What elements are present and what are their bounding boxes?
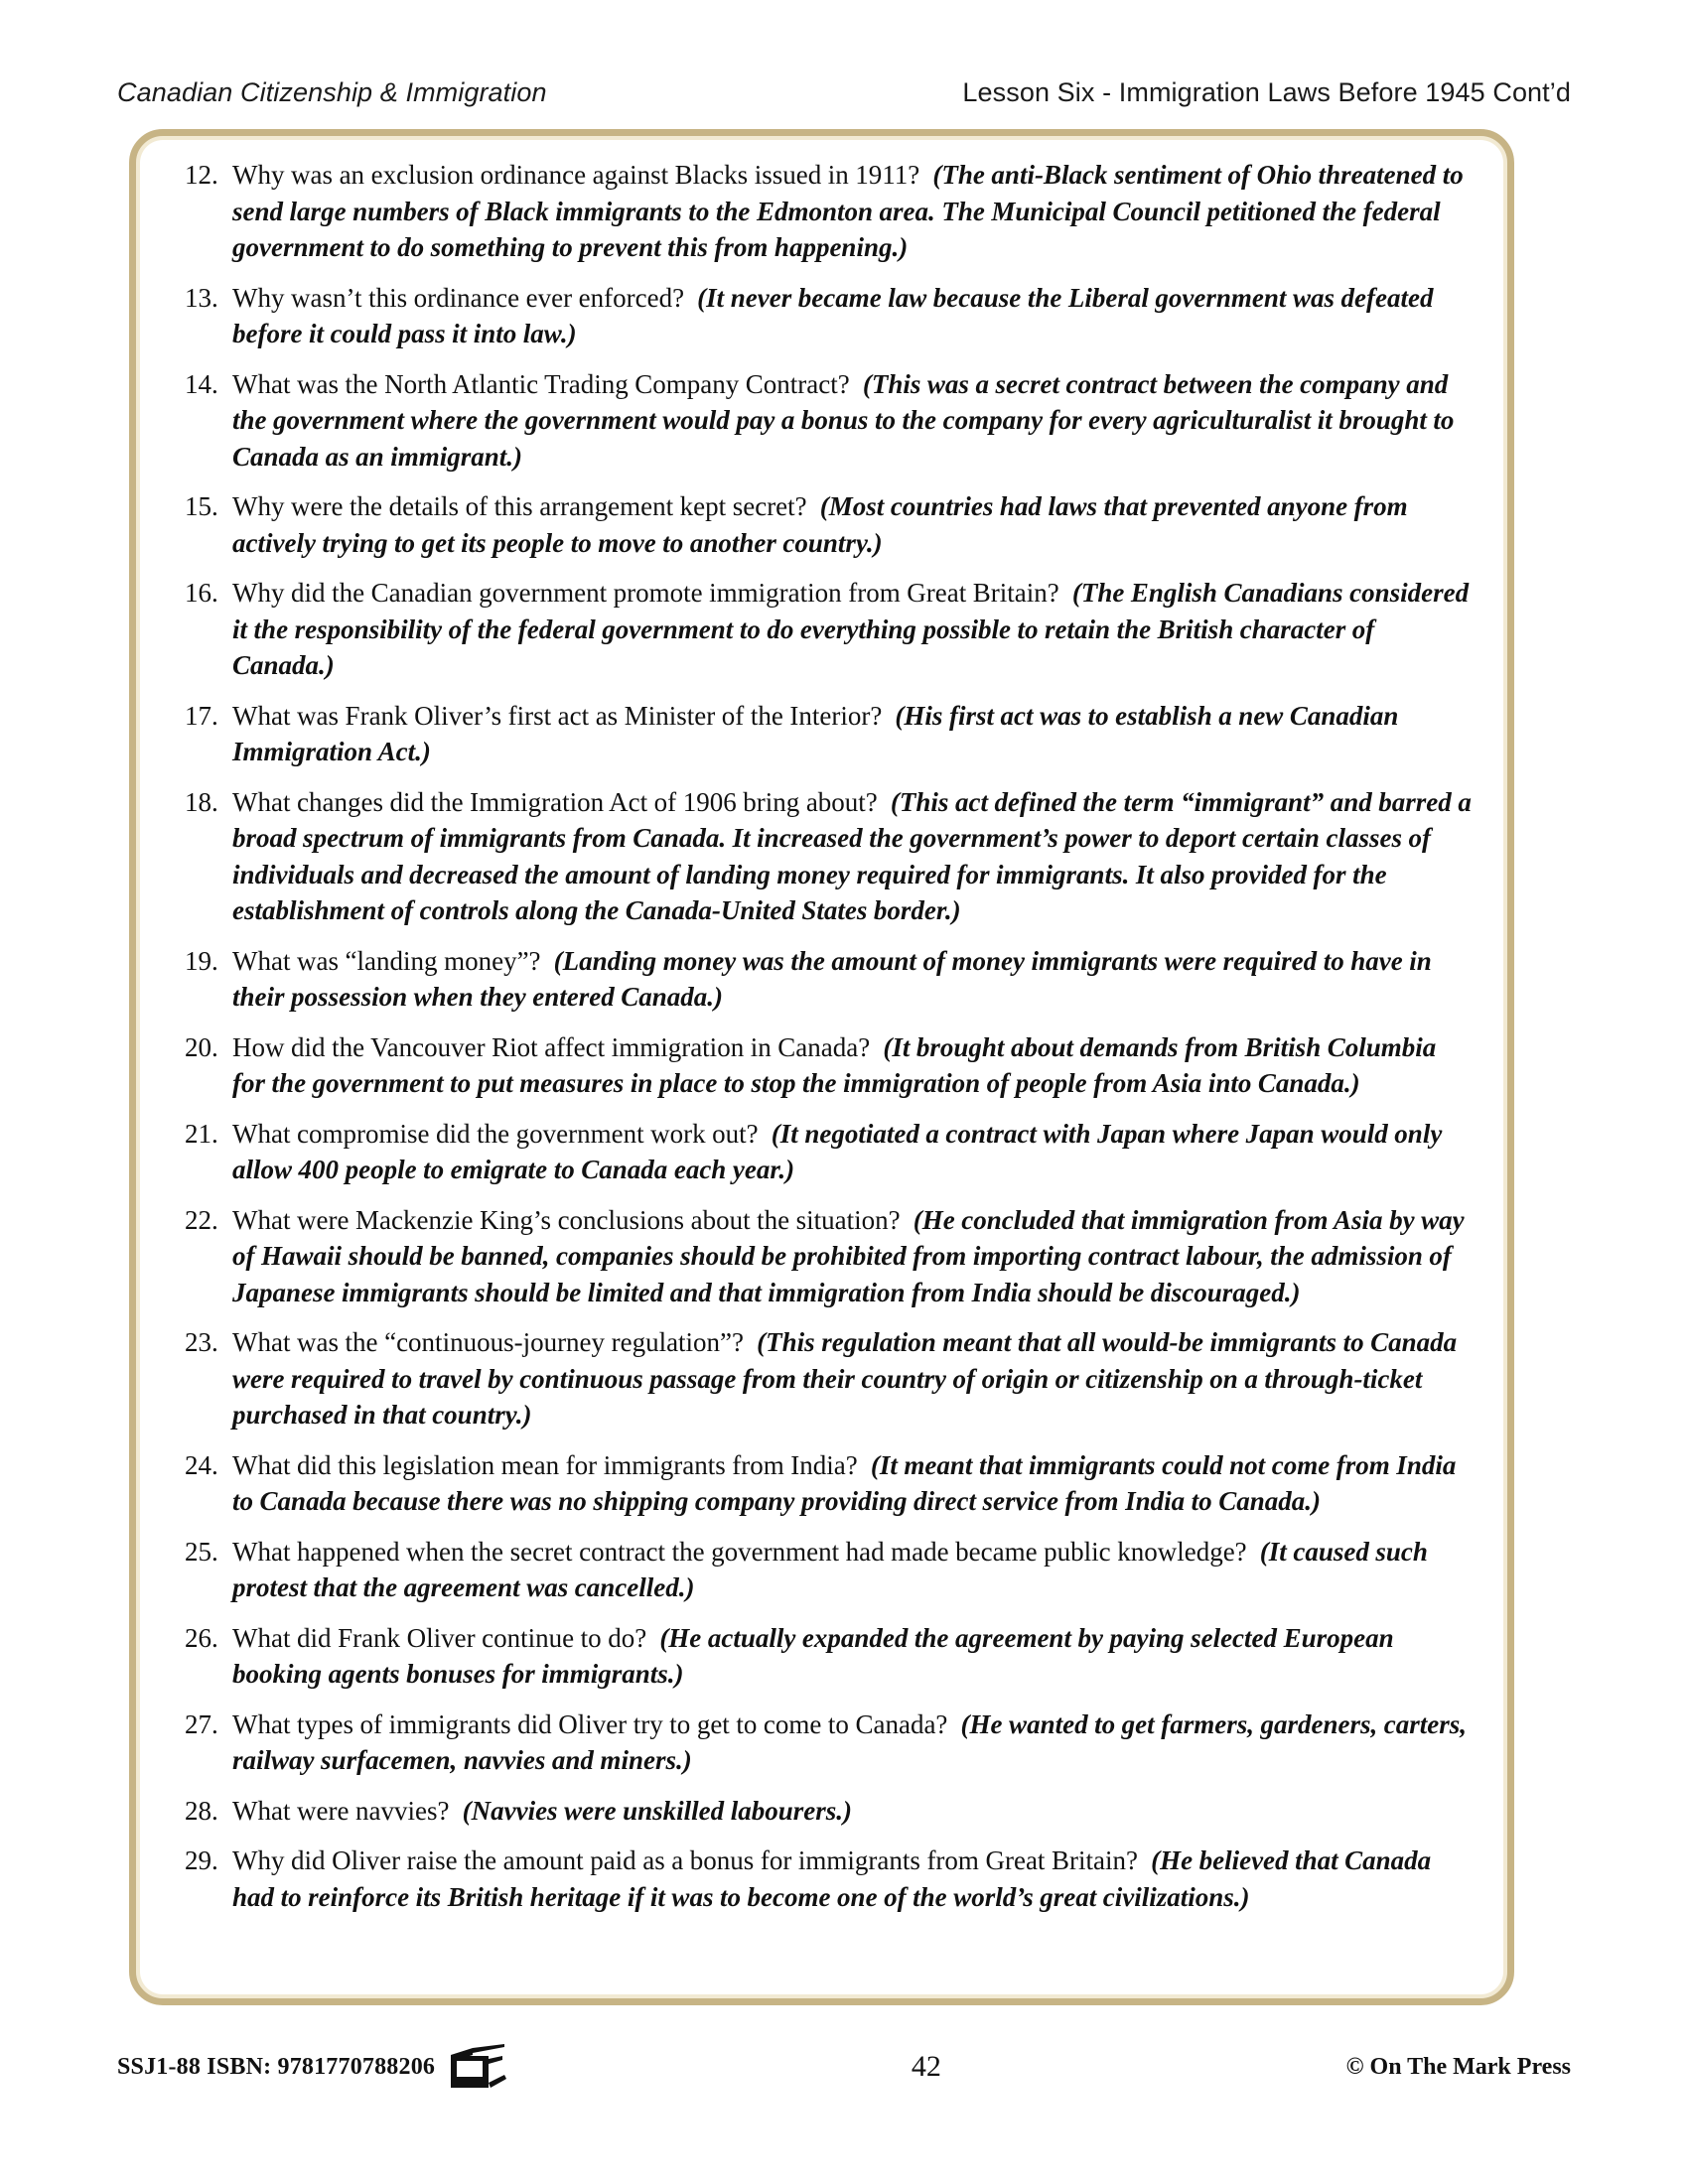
question-text: What did Frank Oliver continue to do? <box>232 1622 647 1653</box>
question-number: 25. <box>185 1536 218 1567</box>
footer-left <box>117 2043 506 2091</box>
question-text: What happened when the secret contract the government had made became public knowledge? <box>232 1536 1247 1567</box>
question-item <box>171 488 1472 561</box>
page-number: 42 <box>911 2050 941 2083</box>
question-item <box>171 280 1472 352</box>
question-number: 16. <box>185 578 218 608</box>
answer-text: (It never became law because the Liberal government was defeated before it could pass it into law.) <box>232 282 1434 348</box>
page-footer <box>117 2037 1571 2097</box>
question-body <box>232 1202 1472 1311</box>
question-body <box>232 1116 1472 1188</box>
question-item <box>171 1202 1472 1311</box>
answer-text: (He concluded that immigration from Asia by way of Hawaii should be banned, companies should be prohibited from importing contract labour, the admission of Japanese immigrants should be limited and that immigration from India should be discouraged.) <box>232 1204 1465 1307</box>
question-item <box>171 1793 1472 1830</box>
question-body <box>232 1029 1472 1102</box>
question-body <box>232 366 1472 476</box>
question-body <box>232 1447 1472 1520</box>
answer-text: (The anti-Black sentiment of Ohio threatened to send large numbers of Black immigrants to the Edmonton area. The Municipal Council petitioned the federal government to do something to prevent this from happening.) <box>232 160 1464 262</box>
open-book-logo-icon <box>449 2043 506 2091</box>
answer-text: (It negotiated a contract with Japan where Japan would only allow 400 people to emigrate to Canada each year.) <box>232 1118 1443 1184</box>
question-body <box>232 280 1472 352</box>
question-body <box>232 157 1472 266</box>
question-number: 28. <box>185 1795 218 1826</box>
question-body <box>232 1793 1472 1830</box>
question-item <box>171 1116 1472 1188</box>
question-body <box>232 698 1472 770</box>
answer-text: (This regulation meant that all would-be immigrants to Canada were required to travel by continuous passage from their country of origin or citizenship on a through-ticket purchased in that country.) <box>232 1327 1458 1430</box>
answer-text: (He believed that Canada had to reinforce its British heritage if it was to become one of the world’s great civilizations.) <box>232 1845 1432 1912</box>
question-number: 12. <box>185 160 218 190</box>
answer-text: (This act defined the term “immigrant” and barred a broad spectrum of immigrants from Canada. It increased the government’s power to deport certain classes of individuals and decreased the amount of landing money required for immigrants. It also provided for the establishment of controls along the Canada-United States border.) <box>232 786 1472 925</box>
running-head-left: Canadian Citizenship & Immigration <box>117 77 547 107</box>
question-text: Why were the details of this arrangement kept secret? <box>232 491 807 521</box>
question-body <box>232 1324 1472 1433</box>
question-number: 21. <box>185 1118 218 1149</box>
question-item <box>171 1447 1472 1520</box>
question-item <box>171 1620 1472 1693</box>
question-list <box>151 139 1501 2005</box>
answer-text: (The English Canadians considered it the responsibility of the federal government to do everything possible to retain the British character of Canada.) <box>232 578 1470 680</box>
question-body <box>232 488 1472 561</box>
question-item <box>171 943 1472 1016</box>
footer-copyright: © On The Mark Press <box>1345 2053 1571 2080</box>
question-item <box>171 1029 1472 1102</box>
question-body <box>232 943 1472 1016</box>
question-number: 19. <box>185 945 218 976</box>
answer-text: (He actually expanded the agreement by paying selected European booking agents bonuses for immigrants.) <box>232 1622 1394 1689</box>
question-item <box>171 1843 1472 1915</box>
question-text: What was Frank Oliver’s first act as Minister of the Interior? <box>232 700 883 731</box>
running-head <box>117 77 1571 111</box>
question-text: What were Mackenzie King’s conclusions about the situation? <box>232 1204 901 1235</box>
question-text: Why did Oliver raise the amount paid as a bonus for immigrants from Great Britain? <box>232 1845 1138 1875</box>
answer-text: (It caused such protest that the agreement was cancelled.) <box>232 1536 1428 1602</box>
answer-text: (Landing money was the amount of money immigrants were required to have in their possession when they entered Canada.) <box>232 945 1432 1012</box>
question-text: What was “landing money”? <box>232 945 541 976</box>
question-number: 20. <box>185 1031 218 1062</box>
question-text: What were navvies? <box>232 1795 450 1826</box>
question-number: 23. <box>185 1327 218 1357</box>
question-body <box>232 784 1472 929</box>
question-item <box>171 366 1472 476</box>
question-body <box>232 575 1472 684</box>
question-text: What types of immigrants did Oliver try to get to come to Canada? <box>232 1708 948 1739</box>
answer-text: (Most countries had laws that prevented anyone from actively trying to get its people to move to another country.) <box>232 491 1408 558</box>
answer-text: (His first act was to establish a new Canadian Immigration Act.) <box>232 700 1399 766</box>
question-item <box>171 575 1472 684</box>
question-item <box>171 784 1472 929</box>
question-number: 15. <box>185 491 218 521</box>
question-text: Why did the Canadian government promote immigration from Great Britain? <box>232 578 1059 608</box>
question-body <box>232 1534 1472 1606</box>
question-text: What did this legislation mean for immigrants from India? <box>232 1449 858 1480</box>
answer-text: (He wanted to get farmers, gardeners, carters, railway surfacemen, navvies and miners.) <box>232 1708 1468 1775</box>
question-body <box>232 1620 1472 1693</box>
question-text: What compromise did the government work out? <box>232 1118 759 1149</box>
answer-text: (It meant that immigrants could not come from India to Canada because there was no shipping company providing direct service from India to Canada.) <box>232 1449 1457 1516</box>
question-item <box>171 1706 1472 1779</box>
running-head-right: Lesson Six - Immigration Laws Before 1945 Cont’d <box>962 77 1571 107</box>
question-body <box>232 1706 1472 1779</box>
question-text: Why was an exclusion ordinance against Blacks issued in 1911? <box>232 160 920 190</box>
question-number: 17. <box>185 700 218 731</box>
question-number: 13. <box>185 282 218 313</box>
question-number: 22. <box>185 1204 218 1235</box>
answer-text: (This was a secret contract between the company and the government where the government would pay a bonus to the company for every agriculturalist it brought to Canada as an immigrant.) <box>232 368 1455 472</box>
footer-isbn-code: SSJ1-88 ISBN: 9781770788206 <box>117 2053 436 2080</box>
question-number: 18. <box>185 786 218 817</box>
question-number: 26. <box>185 1622 218 1653</box>
question-number: 29. <box>185 1845 218 1875</box>
answer-text: (It brought about demands from British Columbia for the government to put measures in place to stop the immigration of people from Asia into Canada.) <box>232 1031 1437 1098</box>
question-item <box>171 698 1472 770</box>
question-item <box>171 1534 1472 1606</box>
question-text: What changes did the Immigration Act of 1906 bring about? <box>232 786 878 817</box>
question-text: What was the North Atlantic Trading Company Contract? <box>232 368 850 399</box>
question-number: 14. <box>185 368 218 399</box>
question-item <box>171 157 1472 266</box>
question-number: 24. <box>185 1449 218 1480</box>
question-body <box>232 1843 1472 1915</box>
question-text: How did the Vancouver Riot affect immigration in Canada? <box>232 1031 871 1062</box>
question-text: Why wasn’t this ordinance ever enforced? <box>232 282 685 313</box>
question-text: What was the “continuous-journey regulation”? <box>232 1327 745 1357</box>
question-item <box>171 1324 1472 1433</box>
question-number: 27. <box>185 1708 218 1739</box>
answer-text: (Navvies were unskilled labourers.) <box>462 1795 852 1826</box>
